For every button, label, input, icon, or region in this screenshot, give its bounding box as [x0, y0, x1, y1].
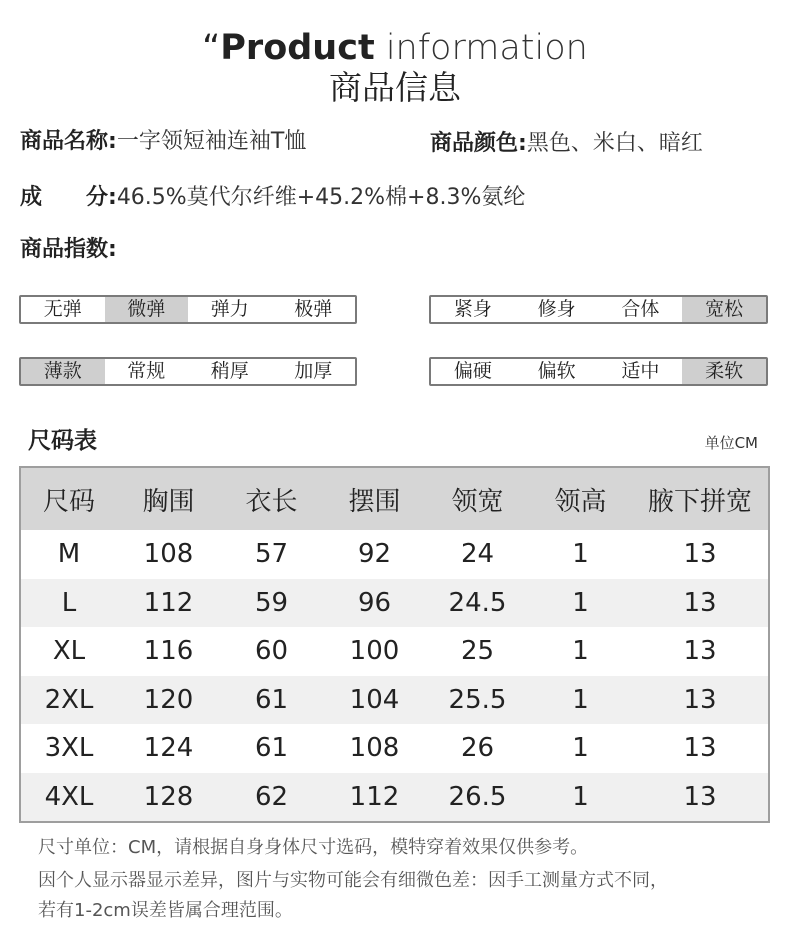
size-table: [19, 466, 770, 823]
table-header-row: [21, 468, 768, 530]
note-line-1: 尺寸单位：CM，请根据自身身体尺寸选码，模特穿着效果仅供参考。: [38, 837, 589, 858]
product-name-label: 商品名称:: [20, 129, 117, 154]
thickness-option-1: 薄款: [21, 359, 105, 384]
header-underarm-width: 腋下拼宽: [632, 468, 768, 530]
note-line-3: 若有1-2cm误差皆属合理范围。: [38, 900, 293, 921]
product-color-label: 商品颜色:: [430, 131, 527, 156]
header-hem: 摆围: [323, 468, 426, 530]
cell-length: 60: [220, 627, 323, 676]
cell-underarm-width: 13: [632, 627, 768, 676]
cell-neck-width: 25: [426, 627, 529, 676]
note-line-2: 因个人显示器显示差异，图片与实物可能会有细微色差：因手工测量方式不同，: [38, 870, 668, 891]
product-color-line: [430, 130, 703, 158]
elasticity-option-3: 弹力: [210, 298, 249, 320]
header-neck-height: 领高: [529, 468, 632, 530]
fit-option-3: 合体: [621, 298, 660, 320]
cell-neck-height: 1: [529, 724, 632, 773]
cell-neck-width: 26.5: [426, 773, 529, 822]
elasticity-option-4: 极弹: [294, 298, 333, 320]
cell-underarm-width: 13: [632, 676, 768, 725]
fit-option-1: 紧身: [453, 298, 492, 320]
material-value: 46.5%莫代尔纤维+45.2%棉+8.3%氨纶: [116, 185, 526, 210]
cell-underarm-width: 13: [632, 724, 768, 773]
index-label: 商品指数:: [20, 237, 117, 262]
cell-size: XL: [21, 627, 117, 676]
cell-size: 2XL: [21, 676, 117, 725]
cell-neck-width: 26: [426, 724, 529, 773]
cell-neck-height: 1: [529, 773, 632, 822]
thickness-option-4: 加厚: [294, 360, 333, 382]
cell-size: 3XL: [21, 724, 117, 773]
table-row: [21, 773, 768, 822]
softness-option-1: 偏硬: [453, 360, 492, 382]
cell-length: 61: [220, 676, 323, 725]
cell-neck-width: 24: [426, 530, 529, 579]
material-line: [20, 184, 525, 212]
cell-hem: 100: [323, 627, 426, 676]
elasticity-option-2: 微弹: [105, 297, 189, 322]
header-size: 尺码: [21, 468, 117, 530]
cell-hem: 104: [323, 676, 426, 725]
title-light: information: [374, 28, 588, 68]
cell-hem: 96: [323, 579, 426, 628]
table-row: [21, 676, 768, 725]
cell-size: L: [21, 579, 117, 628]
title-english: [0, 26, 790, 70]
title-bold: Product: [220, 28, 375, 68]
cell-chest: 108: [117, 530, 220, 579]
cell-underarm-width: 13: [632, 530, 768, 579]
cell-neck-height: 1: [529, 579, 632, 628]
product-color-value: 黑色、米白、暗红: [526, 131, 703, 156]
product-name-value: 一字领短袖连袖T恤: [116, 129, 307, 154]
header-length: 衣长: [220, 468, 323, 530]
softness-option-3: 适中: [621, 360, 660, 382]
table-row: [21, 530, 768, 579]
cell-neck-height: 1: [529, 627, 632, 676]
thickness-option-2: 常规: [127, 360, 166, 382]
header-chest: 胸围: [117, 468, 220, 530]
cell-neck-height: 1: [529, 530, 632, 579]
cell-size: 4XL: [21, 773, 117, 822]
size-chart-title: 尺码表: [28, 428, 97, 454]
cell-chest: 116: [117, 627, 220, 676]
cell-length: 59: [220, 579, 323, 628]
title-chinese: 商品信息: [329, 68, 461, 107]
fit-selector: [429, 295, 768, 324]
quote-mark: “: [202, 28, 221, 68]
table-row: [21, 579, 768, 628]
cell-length: 57: [220, 530, 323, 579]
material-label: 成 分:: [20, 185, 117, 210]
cell-chest: 124: [117, 724, 220, 773]
cell-length: 62: [220, 773, 323, 822]
cell-chest: 120: [117, 676, 220, 725]
table-row: [21, 724, 768, 773]
table-row: [21, 627, 768, 676]
cell-size: M: [21, 530, 117, 579]
cell-hem: 112: [323, 773, 426, 822]
fit-option-2: 修身: [537, 298, 576, 320]
fit-option-4: 宽松: [682, 297, 766, 322]
cell-underarm-width: 13: [632, 579, 768, 628]
elasticity-option-1: 无弹: [43, 298, 82, 320]
index-heading: [20, 236, 117, 264]
softness-option-4: 柔软: [682, 359, 766, 384]
thickness-option-3: 稍厚: [210, 360, 249, 382]
cell-length: 61: [220, 724, 323, 773]
header-neck-width: 领宽: [426, 468, 529, 530]
cell-chest: 128: [117, 773, 220, 822]
unit-label: 单位CM: [704, 434, 758, 452]
thickness-selector: [19, 357, 357, 386]
cell-neck-height: 1: [529, 676, 632, 725]
cell-hem: 92: [323, 530, 426, 579]
cell-chest: 112: [117, 579, 220, 628]
softness-option-2: 偏软: [537, 360, 576, 382]
elasticity-selector: [19, 295, 357, 324]
cell-neck-width: 24.5: [426, 579, 529, 628]
cell-neck-width: 25.5: [426, 676, 529, 725]
cell-hem: 108: [323, 724, 426, 773]
product-name-line: [20, 128, 306, 156]
softness-selector: [429, 357, 768, 386]
cell-underarm-width: 13: [632, 773, 768, 822]
